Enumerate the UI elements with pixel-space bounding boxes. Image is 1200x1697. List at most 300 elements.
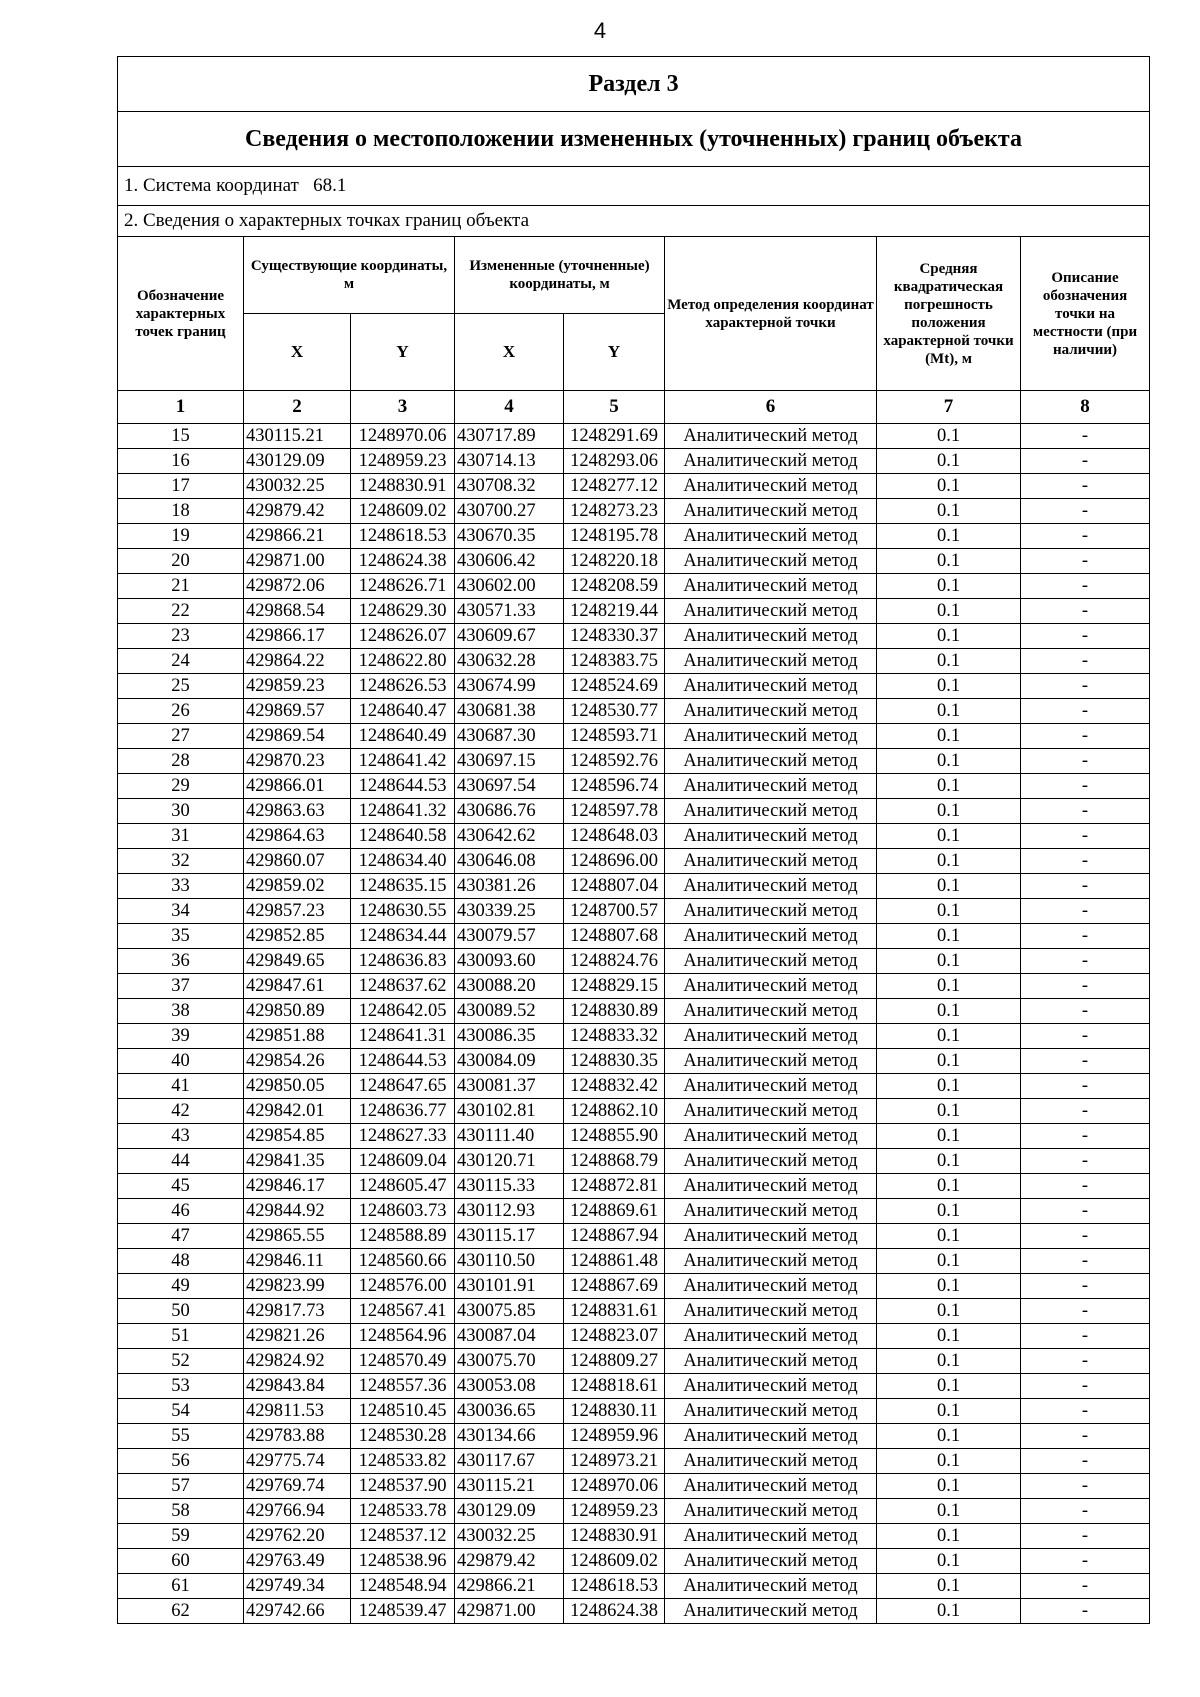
error-cell: 0.1 (877, 749, 1021, 774)
existing-x-cell: 429846.17 (244, 1174, 351, 1199)
existing-y-cell: 1248626.71 (351, 574, 455, 599)
changed-x-cell: 430642.62 (455, 824, 564, 849)
point-id-cell: 35 (118, 924, 244, 949)
table-row (118, 1499, 1150, 1524)
header-changed-y: Y (564, 314, 665, 391)
method-cell: Аналитический метод (665, 799, 877, 824)
point-id-cell: 46 (118, 1199, 244, 1224)
table-row (118, 524, 1150, 549)
existing-y-cell: 1248530.28 (351, 1424, 455, 1449)
error-cell: 0.1 (877, 949, 1021, 974)
changed-y-cell: 1248530.77 (564, 699, 665, 724)
table-row (118, 1274, 1150, 1299)
existing-y-cell: 1248564.96 (351, 1324, 455, 1349)
column-number: 2 (244, 391, 351, 424)
description-cell: - (1021, 624, 1150, 649)
existing-y-cell: 1248640.49 (351, 724, 455, 749)
changed-y-cell: 1248818.61 (564, 1374, 665, 1399)
table-row (118, 649, 1150, 674)
column-number: 6 (665, 391, 877, 424)
table-row (118, 599, 1150, 624)
existing-y-cell: 1248634.44 (351, 924, 455, 949)
description-cell: - (1021, 499, 1150, 524)
changed-y-cell: 1248861.48 (564, 1249, 665, 1274)
error-cell: 0.1 (877, 1299, 1021, 1324)
error-cell: 0.1 (877, 924, 1021, 949)
description-cell: - (1021, 674, 1150, 699)
table-row (118, 1599, 1150, 1624)
description-cell: - (1021, 1249, 1150, 1274)
changed-y-cell: 1248855.90 (564, 1124, 665, 1149)
error-cell: 0.1 (877, 1349, 1021, 1374)
existing-x-cell: 429869.57 (244, 699, 351, 724)
table-row (118, 1524, 1150, 1549)
method-cell: Аналитический метод (665, 1599, 877, 1624)
section-title: Раздел 3 (118, 57, 1150, 112)
description-cell: - (1021, 999, 1150, 1024)
existing-x-cell: 429859.02 (244, 874, 351, 899)
existing-y-cell: 1248537.12 (351, 1524, 455, 1549)
changed-y-cell: 1248830.11 (564, 1399, 665, 1424)
points-table-body (118, 424, 1150, 1624)
changed-x-cell: 430708.32 (455, 474, 564, 499)
point-id-cell: 39 (118, 1024, 244, 1049)
point-id-cell: 18 (118, 499, 244, 524)
table-row (118, 1399, 1150, 1424)
existing-x-cell: 429817.73 (244, 1299, 351, 1324)
method-cell: Аналитический метод (665, 1549, 877, 1574)
point-id-cell: 28 (118, 749, 244, 774)
point-id-cell: 57 (118, 1474, 244, 1499)
error-cell: 0.1 (877, 974, 1021, 999)
table-row (118, 1024, 1150, 1049)
table-row (118, 1449, 1150, 1474)
description-cell: - (1021, 424, 1150, 449)
existing-x-cell: 429864.22 (244, 649, 351, 674)
changed-x-cell: 430686.76 (455, 799, 564, 824)
error-cell: 0.1 (877, 1074, 1021, 1099)
method-cell: Аналитический метод (665, 449, 877, 474)
error-cell: 0.1 (877, 449, 1021, 474)
method-cell: Аналитический метод (665, 1124, 877, 1149)
existing-y-cell: 1248570.49 (351, 1349, 455, 1374)
point-id-cell: 33 (118, 874, 244, 899)
changed-y-cell: 1248824.76 (564, 949, 665, 974)
error-cell: 0.1 (877, 674, 1021, 699)
changed-x-cell: 430609.67 (455, 624, 564, 649)
table-row (118, 1474, 1150, 1499)
changed-y-cell: 1248219.44 (564, 599, 665, 624)
changed-x-cell: 430102.81 (455, 1099, 564, 1124)
points-heading: 2. Сведения о характерных точках границ объекта (118, 206, 1150, 237)
existing-x-cell: 429850.89 (244, 999, 351, 1024)
description-cell: - (1021, 1474, 1150, 1499)
point-id-cell: 51 (118, 1324, 244, 1349)
description-cell: - (1021, 1049, 1150, 1074)
point-id-cell: 61 (118, 1574, 244, 1599)
existing-x-cell: 429849.65 (244, 949, 351, 974)
point-id-cell: 62 (118, 1599, 244, 1624)
changed-y-cell: 1248277.12 (564, 474, 665, 499)
column-number: 4 (455, 391, 564, 424)
existing-x-cell: 429742.66 (244, 1599, 351, 1624)
table-row (118, 849, 1150, 874)
changed-y-cell: 1248195.78 (564, 524, 665, 549)
method-cell: Аналитический метод (665, 849, 877, 874)
changed-x-cell: 430075.70 (455, 1349, 564, 1374)
table-row (118, 924, 1150, 949)
description-cell: - (1021, 1099, 1150, 1124)
error-cell: 0.1 (877, 549, 1021, 574)
existing-x-cell: 429775.74 (244, 1449, 351, 1474)
existing-x-cell: 429843.84 (244, 1374, 351, 1399)
method-cell: Аналитический метод (665, 999, 877, 1024)
table-row (118, 874, 1150, 899)
point-id-cell: 55 (118, 1424, 244, 1449)
changed-x-cell: 430079.57 (455, 924, 564, 949)
changed-y-cell: 1248618.53 (564, 1574, 665, 1599)
method-cell: Аналитический метод (665, 1474, 877, 1499)
point-id-cell: 52 (118, 1349, 244, 1374)
method-cell: Аналитический метод (665, 1024, 877, 1049)
point-id-cell: 25 (118, 674, 244, 699)
description-cell: - (1021, 599, 1150, 624)
method-cell: Аналитический метод (665, 674, 877, 699)
column-number: 7 (877, 391, 1021, 424)
header-changed-coords: Измененные (уточненные) координаты, м (455, 237, 665, 314)
changed-y-cell: 1248970.06 (564, 1474, 665, 1499)
point-id-cell: 42 (118, 1099, 244, 1124)
changed-y-cell: 1248273.23 (564, 499, 665, 524)
table-row (118, 1549, 1150, 1574)
description-cell: - (1021, 724, 1150, 749)
description-cell: - (1021, 1599, 1150, 1624)
changed-y-cell: 1248830.89 (564, 999, 665, 1024)
existing-y-cell: 1248560.66 (351, 1249, 455, 1274)
table-row (118, 574, 1150, 599)
method-cell: Аналитический метод (665, 1349, 877, 1374)
existing-y-cell: 1248609.04 (351, 1149, 455, 1174)
changed-x-cell: 430075.85 (455, 1299, 564, 1324)
table-row (118, 499, 1150, 524)
error-cell: 0.1 (877, 874, 1021, 899)
method-cell: Аналитический метод (665, 524, 877, 549)
description-cell: - (1021, 649, 1150, 674)
point-id-cell: 37 (118, 974, 244, 999)
existing-y-cell: 1248647.65 (351, 1074, 455, 1099)
method-cell: Аналитический метод (665, 1399, 877, 1424)
error-cell: 0.1 (877, 1424, 1021, 1449)
existing-x-cell: 429866.21 (244, 524, 351, 549)
changed-y-cell: 1248220.18 (564, 549, 665, 574)
point-id-cell: 30 (118, 799, 244, 824)
description-cell: - (1021, 1499, 1150, 1524)
error-cell: 0.1 (877, 999, 1021, 1024)
header-existing-y: Y (351, 314, 455, 391)
point-id-cell: 38 (118, 999, 244, 1024)
table-row (118, 549, 1150, 574)
description-cell: - (1021, 1124, 1150, 1149)
error-cell: 0.1 (877, 1599, 1021, 1624)
method-cell: Аналитический метод (665, 774, 877, 799)
table-row (118, 749, 1150, 774)
existing-x-cell: 429854.26 (244, 1049, 351, 1074)
point-id-cell: 34 (118, 899, 244, 924)
error-cell: 0.1 (877, 524, 1021, 549)
point-id-cell: 32 (118, 849, 244, 874)
method-cell: Аналитический метод (665, 1449, 877, 1474)
description-cell: - (1021, 749, 1150, 774)
error-cell: 0.1 (877, 499, 1021, 524)
point-id-cell: 50 (118, 1299, 244, 1324)
changed-y-cell: 1248609.02 (564, 1549, 665, 1574)
existing-x-cell: 429847.61 (244, 974, 351, 999)
point-id-cell: 24 (118, 649, 244, 674)
method-cell: Аналитический метод (665, 874, 877, 899)
existing-x-cell: 429766.94 (244, 1499, 351, 1524)
method-cell: Аналитический метод (665, 699, 877, 724)
changed-y-cell: 1248383.75 (564, 649, 665, 674)
point-id-cell: 47 (118, 1224, 244, 1249)
existing-y-cell: 1248539.47 (351, 1599, 455, 1624)
page-number: 4 (593, 18, 607, 43)
description-cell: - (1021, 1374, 1150, 1399)
table-row (118, 974, 1150, 999)
method-cell: Аналитический метод (665, 1499, 877, 1524)
changed-x-cell: 430087.04 (455, 1324, 564, 1349)
changed-x-cell: 430115.21 (455, 1474, 564, 1499)
method-cell: Аналитический метод (665, 824, 877, 849)
changed-x-cell: 430115.17 (455, 1224, 564, 1249)
changed-y-cell: 1248330.37 (564, 624, 665, 649)
point-id-cell: 49 (118, 1274, 244, 1299)
existing-x-cell: 429850.05 (244, 1074, 351, 1099)
error-cell: 0.1 (877, 1124, 1021, 1149)
table-row (118, 899, 1150, 924)
existing-y-cell: 1248609.02 (351, 499, 455, 524)
existing-x-cell: 429852.85 (244, 924, 351, 949)
changed-y-cell: 1248959.23 (564, 1499, 665, 1524)
method-cell: Аналитический метод (665, 649, 877, 674)
header-existing-x: X (244, 314, 351, 391)
existing-x-cell: 429865.55 (244, 1224, 351, 1249)
error-cell: 0.1 (877, 599, 1021, 624)
description-cell: - (1021, 1299, 1150, 1324)
existing-y-cell: 1248644.53 (351, 774, 455, 799)
point-id-cell: 60 (118, 1549, 244, 1574)
existing-x-cell: 429866.17 (244, 624, 351, 649)
method-cell: Аналитический метод (665, 574, 877, 599)
changed-x-cell: 430086.35 (455, 1024, 564, 1049)
existing-x-cell: 429823.99 (244, 1274, 351, 1299)
changed-y-cell: 1248293.06 (564, 449, 665, 474)
table-row (118, 1349, 1150, 1374)
existing-y-cell: 1248640.47 (351, 699, 455, 724)
changed-x-cell: 430381.26 (455, 874, 564, 899)
existing-y-cell: 1248630.55 (351, 899, 455, 924)
changed-y-cell: 1248592.76 (564, 749, 665, 774)
table-row (118, 1149, 1150, 1174)
error-cell: 0.1 (877, 574, 1021, 599)
description-cell: - (1021, 1024, 1150, 1049)
description-cell: - (1021, 1399, 1150, 1424)
table-row (118, 774, 1150, 799)
changed-x-cell: 430088.20 (455, 974, 564, 999)
existing-x-cell: 429851.88 (244, 1024, 351, 1049)
existing-x-cell: 429763.49 (244, 1549, 351, 1574)
existing-x-cell: 429841.35 (244, 1149, 351, 1174)
existing-x-cell: 429811.53 (244, 1399, 351, 1424)
error-cell: 0.1 (877, 1574, 1021, 1599)
table-row (118, 1299, 1150, 1324)
existing-y-cell: 1248637.62 (351, 974, 455, 999)
method-cell: Аналитический метод (665, 1174, 877, 1199)
changed-x-cell: 430032.25 (455, 1524, 564, 1549)
existing-y-cell: 1248603.73 (351, 1199, 455, 1224)
changed-x-cell: 430089.52 (455, 999, 564, 1024)
table-row (118, 474, 1150, 499)
existing-y-cell: 1248626.07 (351, 624, 455, 649)
point-id-cell: 58 (118, 1499, 244, 1524)
existing-y-cell: 1248510.45 (351, 1399, 455, 1424)
method-cell: Аналитический метод (665, 549, 877, 574)
changed-y-cell: 1248823.07 (564, 1324, 665, 1349)
existing-x-cell: 429860.07 (244, 849, 351, 874)
changed-x-cell: 430101.91 (455, 1274, 564, 1299)
method-cell: Аналитический метод (665, 1299, 877, 1324)
point-id-cell: 17 (118, 474, 244, 499)
point-id-cell: 16 (118, 449, 244, 474)
point-id-cell: 36 (118, 949, 244, 974)
description-cell: - (1021, 699, 1150, 724)
changed-y-cell: 1248700.57 (564, 899, 665, 924)
existing-x-cell: 429846.11 (244, 1249, 351, 1274)
existing-y-cell: 1248641.32 (351, 799, 455, 824)
changed-x-cell: 430112.93 (455, 1199, 564, 1224)
table-row (118, 1199, 1150, 1224)
changed-x-cell: 430687.30 (455, 724, 564, 749)
changed-y-cell: 1248973.21 (564, 1449, 665, 1474)
existing-y-cell: 1248576.00 (351, 1274, 455, 1299)
description-cell: - (1021, 874, 1150, 899)
point-id-cell: 22 (118, 599, 244, 624)
table-row (118, 949, 1150, 974)
table-row (118, 424, 1150, 449)
existing-y-cell: 1248627.33 (351, 1124, 455, 1149)
changed-x-cell: 430115.33 (455, 1174, 564, 1199)
description-cell: - (1021, 1074, 1150, 1099)
existing-x-cell: 429864.63 (244, 824, 351, 849)
changed-x-cell: 430093.60 (455, 949, 564, 974)
point-id-cell: 40 (118, 1049, 244, 1074)
changed-x-cell: 430053.08 (455, 1374, 564, 1399)
method-cell: Аналитический метод (665, 974, 877, 999)
error-cell: 0.1 (877, 799, 1021, 824)
description-cell: - (1021, 924, 1150, 949)
description-cell: - (1021, 1524, 1150, 1549)
table-row (118, 999, 1150, 1024)
changed-y-cell: 1248830.91 (564, 1524, 665, 1549)
existing-y-cell: 1248970.06 (351, 424, 455, 449)
existing-y-cell: 1248644.53 (351, 1049, 455, 1074)
changed-x-cell: 430081.37 (455, 1074, 564, 1099)
method-cell: Аналитический метод (665, 1049, 877, 1074)
changed-x-cell: 429871.00 (455, 1599, 564, 1624)
method-cell: Аналитический метод (665, 424, 877, 449)
changed-y-cell: 1248831.61 (564, 1299, 665, 1324)
point-id-cell: 31 (118, 824, 244, 849)
method-cell: Аналитический метод (665, 1274, 877, 1299)
changed-y-cell: 1248829.15 (564, 974, 665, 999)
existing-x-cell: 429863.63 (244, 799, 351, 824)
existing-y-cell: 1248618.53 (351, 524, 455, 549)
changed-x-cell: 429866.21 (455, 1574, 564, 1599)
changed-y-cell: 1248807.68 (564, 924, 665, 949)
method-cell: Аналитический метод (665, 1074, 877, 1099)
error-cell: 0.1 (877, 424, 1021, 449)
method-cell: Аналитический метод (665, 1324, 877, 1349)
point-id-cell: 27 (118, 724, 244, 749)
changed-x-cell: 430674.99 (455, 674, 564, 699)
changed-x-cell: 430632.28 (455, 649, 564, 674)
error-cell: 0.1 (877, 1474, 1021, 1499)
table-row (118, 1124, 1150, 1149)
description-cell: - (1021, 1149, 1150, 1174)
existing-x-cell: 429869.54 (244, 724, 351, 749)
existing-x-cell: 429749.34 (244, 1574, 351, 1599)
method-cell: Аналитический метод (665, 1524, 877, 1549)
method-cell: Аналитический метод (665, 1224, 877, 1249)
changed-y-cell: 1248291.69 (564, 424, 665, 449)
method-cell: Аналитический метод (665, 599, 877, 624)
error-cell: 0.1 (877, 1399, 1021, 1424)
description-cell: - (1021, 474, 1150, 499)
existing-y-cell: 1248830.91 (351, 474, 455, 499)
existing-y-cell: 1248622.80 (351, 649, 455, 674)
error-cell: 0.1 (877, 1324, 1021, 1349)
error-cell: 0.1 (877, 899, 1021, 924)
existing-y-cell: 1248533.78 (351, 1499, 455, 1524)
error-cell: 0.1 (877, 1099, 1021, 1124)
changed-y-cell: 1248832.42 (564, 1074, 665, 1099)
table-row (118, 1249, 1150, 1274)
method-cell: Аналитический метод (665, 1374, 877, 1399)
existing-x-cell: 429879.42 (244, 499, 351, 524)
error-cell: 0.1 (877, 699, 1021, 724)
error-cell: 0.1 (877, 1224, 1021, 1249)
changed-y-cell: 1248208.59 (564, 574, 665, 599)
changed-x-cell: 430606.42 (455, 549, 564, 574)
table-row (118, 699, 1150, 724)
description-cell: - (1021, 549, 1150, 574)
existing-x-cell: 429769.74 (244, 1474, 351, 1499)
changed-y-cell: 1248862.10 (564, 1099, 665, 1124)
changed-y-cell: 1248807.04 (564, 874, 665, 899)
table-row (118, 1574, 1150, 1599)
description-cell: - (1021, 449, 1150, 474)
existing-y-cell: 1248640.58 (351, 824, 455, 849)
error-cell: 0.1 (877, 474, 1021, 499)
changed-x-cell: 430700.27 (455, 499, 564, 524)
column-number: 1 (118, 391, 244, 424)
point-id-cell: 29 (118, 774, 244, 799)
description-cell: - (1021, 799, 1150, 824)
existing-y-cell: 1248629.30 (351, 599, 455, 624)
error-cell: 0.1 (877, 1149, 1021, 1174)
changed-x-cell: 430110.50 (455, 1249, 564, 1274)
existing-x-cell: 429870.23 (244, 749, 351, 774)
method-cell: Аналитический метод (665, 724, 877, 749)
